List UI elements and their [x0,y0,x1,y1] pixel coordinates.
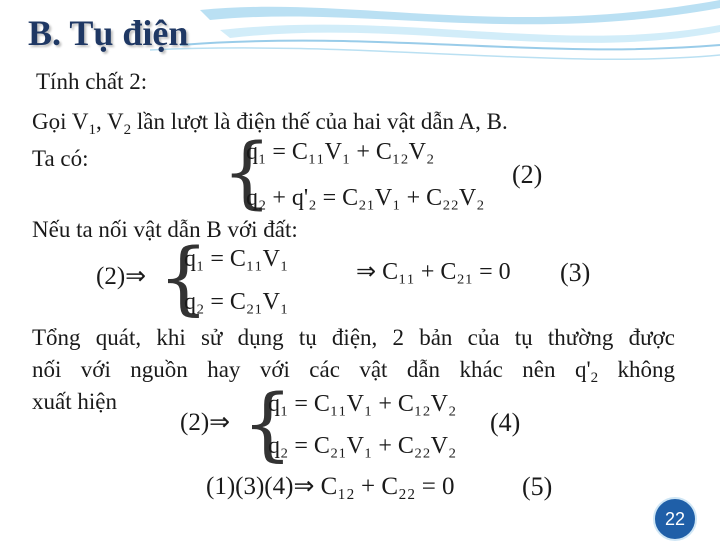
eq4-line1: q₁ = C₁₁V₁ + C₁₂V₂ [268,391,457,417]
eq2-line1: q₁ = C₁₁V₁ + C₁₂V₂ [246,139,435,165]
general-line-2-text: nối với nguồn hay với các vật dẫn khác nên q' [32,357,591,382]
ground-text: Nếu ta nối vật dẫn B với đất: [32,217,298,242]
intro-text-a: Gọi V [32,109,89,134]
intro-text-c: lần lượt là điện thế của hai vật dẫn A, B. [131,109,508,134]
eq2-line2: q₂ + q'₂ = C₂₁V₁ + C₂₂V₂ [246,185,485,211]
eq5-text: (1)(3)(4)⇒ C₁₂ + C₂₂ = 0 [206,473,455,500]
general-line-2-end: không [598,357,676,382]
eq5-number: (5) [522,472,553,501]
eq3-brace: { [158,231,209,324]
intro-text-b: , V [95,109,124,134]
intro-sub-2: 2 [123,122,132,138]
property-heading: Tính chất 2: [36,69,148,94]
intro-sub-1: 1 [88,122,96,138]
ta-co-text: Ta có: [32,146,89,171]
eq3-number: (3) [560,258,591,287]
eq4-number: (4) [490,408,521,437]
eq3-line1: q₁ = C₁₁V₁ [184,246,289,272]
property-heading-line [34,70,147,93]
general-line-2 [32,358,675,390]
eq3-line2: q₂ = C₂₁V₁ [184,289,289,315]
general-line-1: Tổng quát, khi sử dụng tụ điện, 2 bản của tụ thường được [32,325,675,350]
page-number-badge: 22 [653,497,697,541]
eq3-prefix: (2)⇒ [96,263,147,290]
eq4-prefix: (2)⇒ [180,409,231,436]
general-line-2-sub: 2 [590,370,599,386]
eq4-brace: { [242,377,293,470]
eq3-result: ⇒ C₁₁ + C₂₁ = 0 [356,259,511,285]
eq4-line2: q₂ = C₂₁V₁ + C₂₂V₂ [268,433,457,459]
eq2-brace: { [222,128,272,218]
slide-title: B. Tụ điện [28,13,189,53]
general-line-3: xuất hiện [32,389,117,414]
eq2-number: (2) [512,160,543,189]
